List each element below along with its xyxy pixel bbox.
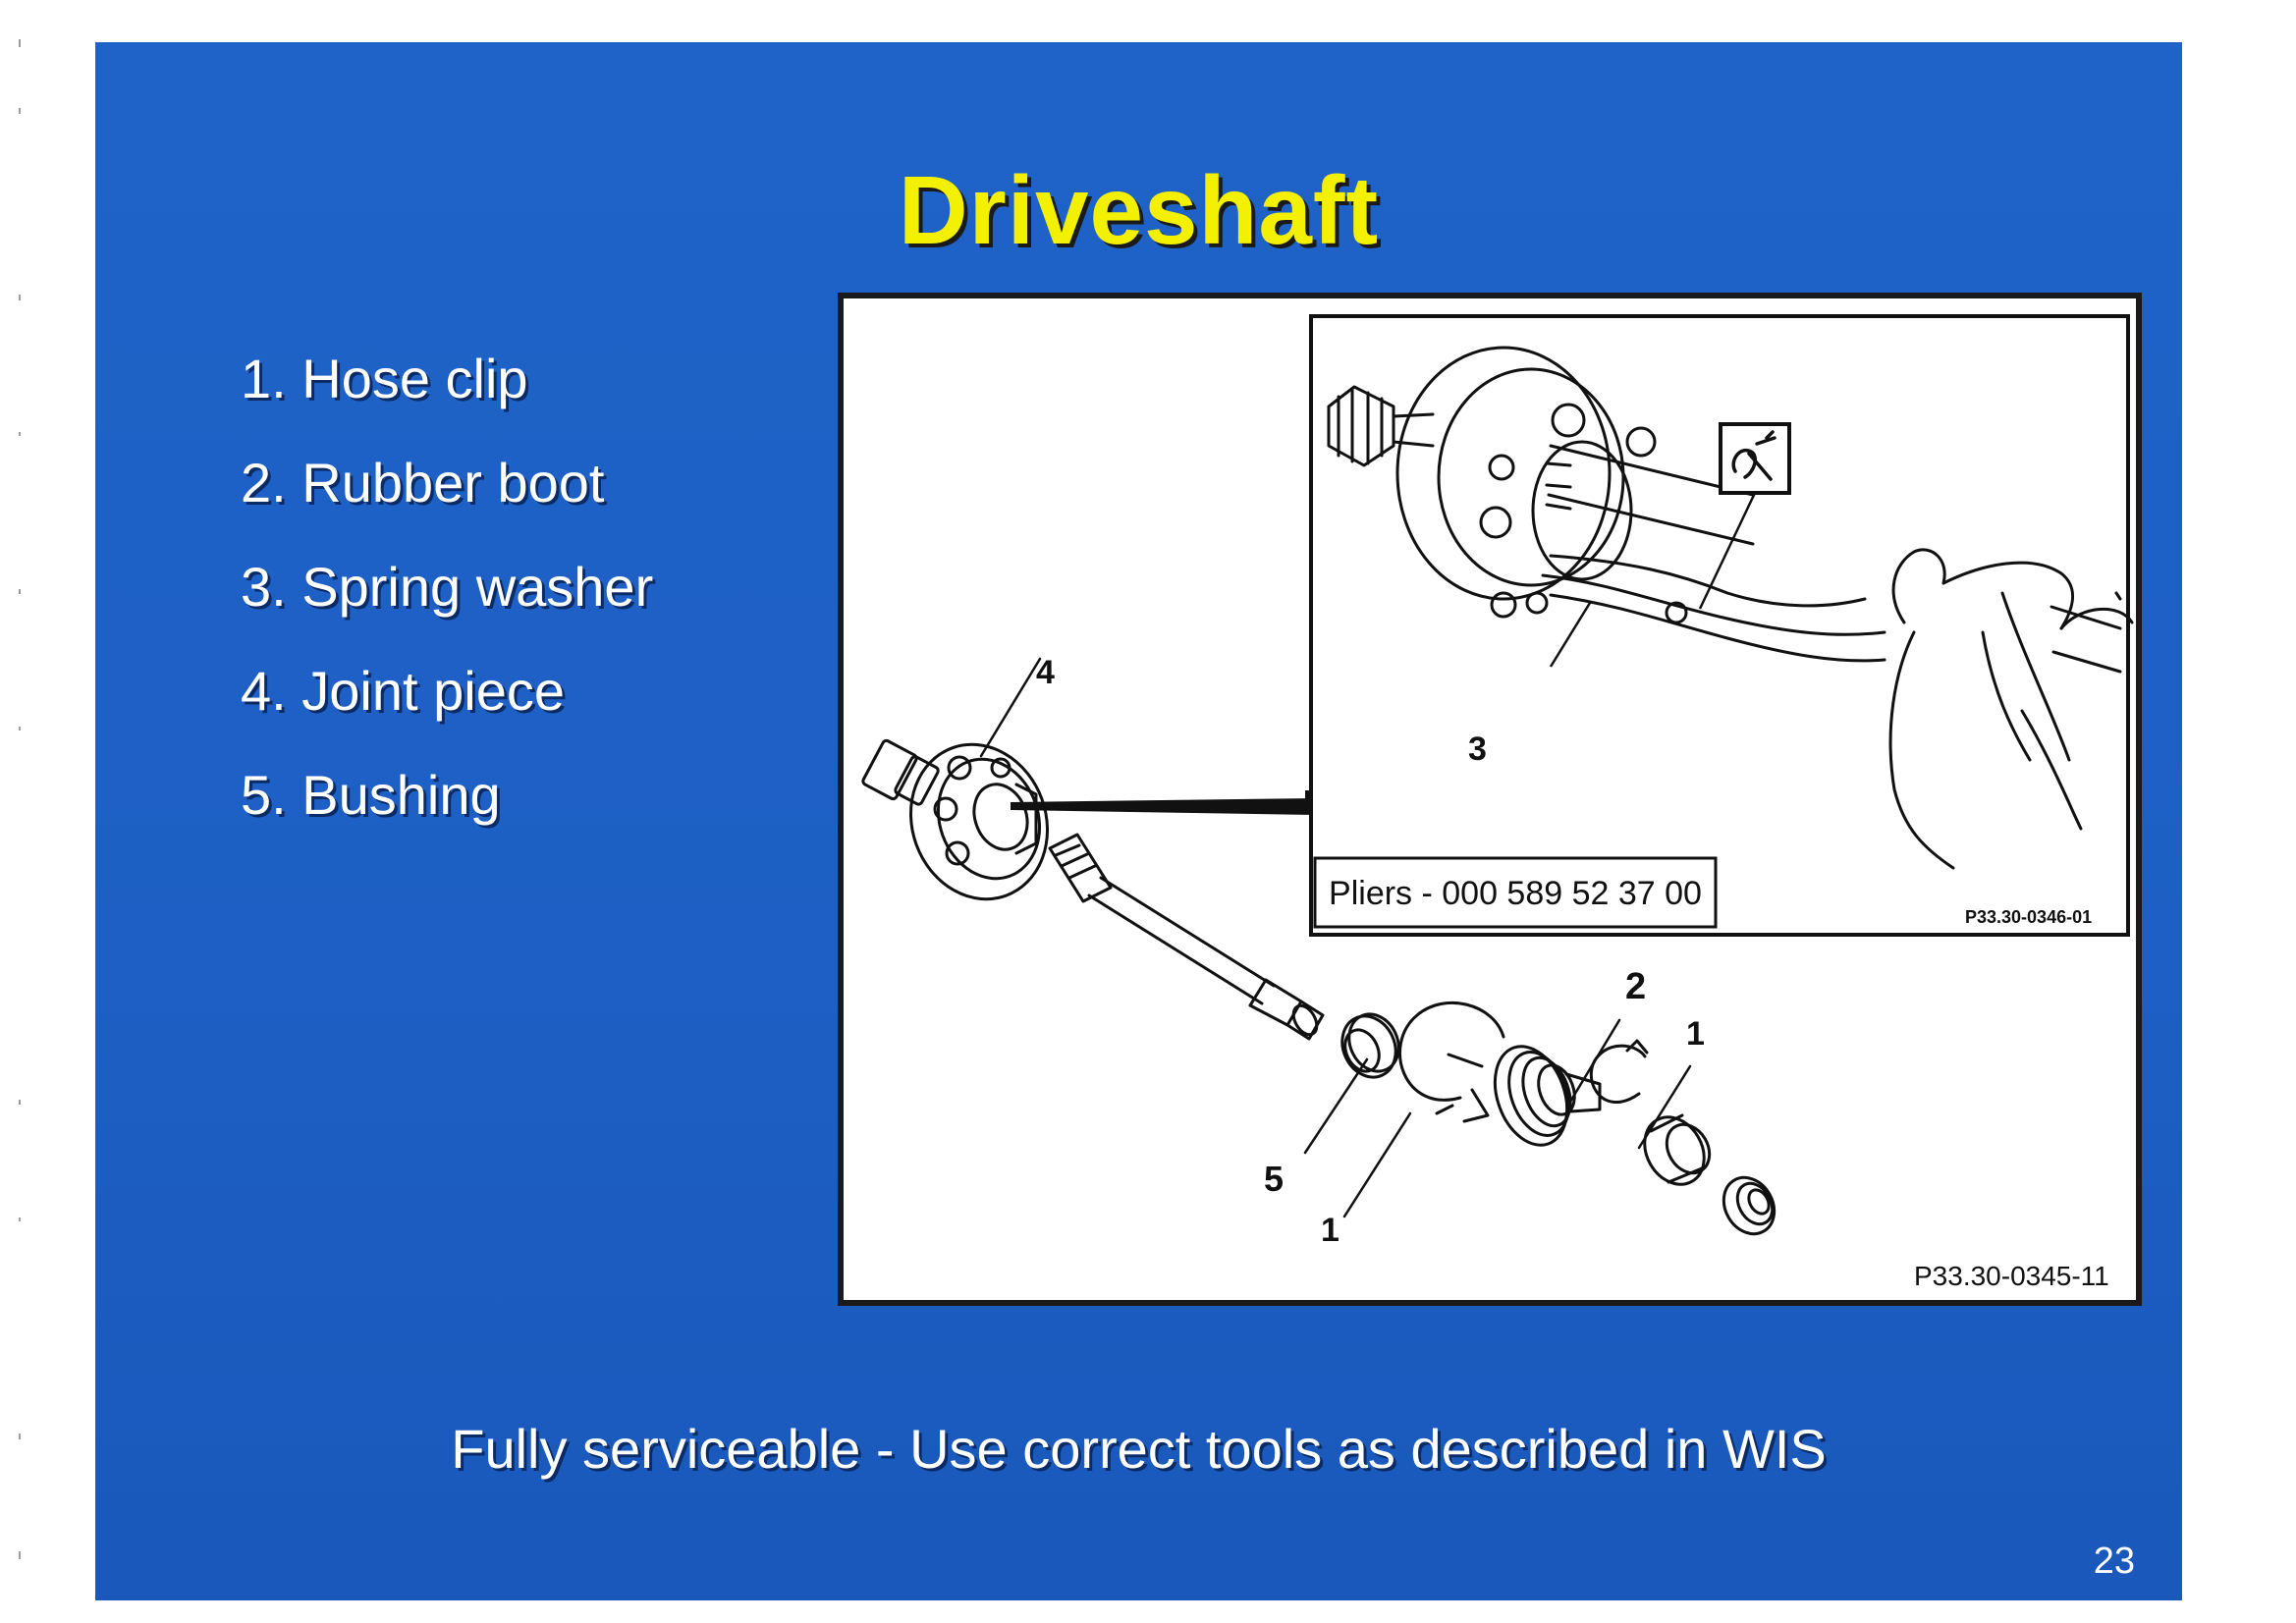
- driveshaft-diagram: [838, 293, 2142, 1306]
- parts-list: [241, 327, 653, 847]
- callout-5: 5: [1264, 1159, 1285, 1199]
- driveshaft-exploded-view: [844, 298, 2136, 1300]
- ring-drawing: [1633, 1107, 1719, 1195]
- tool-caption: Pliers - 000 589 52 37 00: [1329, 875, 1702, 912]
- footer-note: Fully serviceable - Use correct tools as described in WIS: [451, 1418, 1827, 1480]
- callout-1-large-clip: 1: [1321, 1212, 1339, 1249]
- scan-margin-marks: [10, 39, 22, 1610]
- callout-1-small-clip: 1: [1686, 1015, 1705, 1053]
- main-reference-code: P33.30-0345-11: [1914, 1261, 2109, 1291]
- inset-reference-code: P33.30-0346-01: [1965, 907, 2093, 927]
- parts-list-item: 4. Joint piece: [241, 660, 565, 722]
- rubber-boot-drawing: [1482, 1037, 1600, 1156]
- joint-piece-drawing: [861, 726, 1068, 919]
- page-number: 23: [2093, 1541, 2135, 1582]
- bushing-drawing: [1333, 1006, 1408, 1086]
- parts-list-item: 1. Hose clip: [241, 348, 528, 409]
- inset-detail-view: [1311, 316, 2132, 935]
- parts-list-item: 5. Bushing: [241, 764, 501, 826]
- slide-title: Driveshaft: [898, 156, 1380, 264]
- driveshaft-drawing: [1050, 835, 1323, 1039]
- wrench-symbol-icon: [1721, 424, 1789, 493]
- inset-connector: [1011, 789, 1315, 815]
- hose-clip-large-drawing: [1400, 1002, 1503, 1121]
- parts-list-item: 2. Rubber boot: [241, 452, 605, 514]
- parts-list-item: 3. Spring washer: [241, 556, 654, 618]
- callout-4: 4: [1036, 654, 1055, 691]
- callout-2: 2: [1625, 966, 1647, 1007]
- slide: [95, 42, 2182, 1600]
- end-bushing-drawing: [1714, 1168, 1784, 1243]
- callout-3: 3: [1468, 730, 1487, 768]
